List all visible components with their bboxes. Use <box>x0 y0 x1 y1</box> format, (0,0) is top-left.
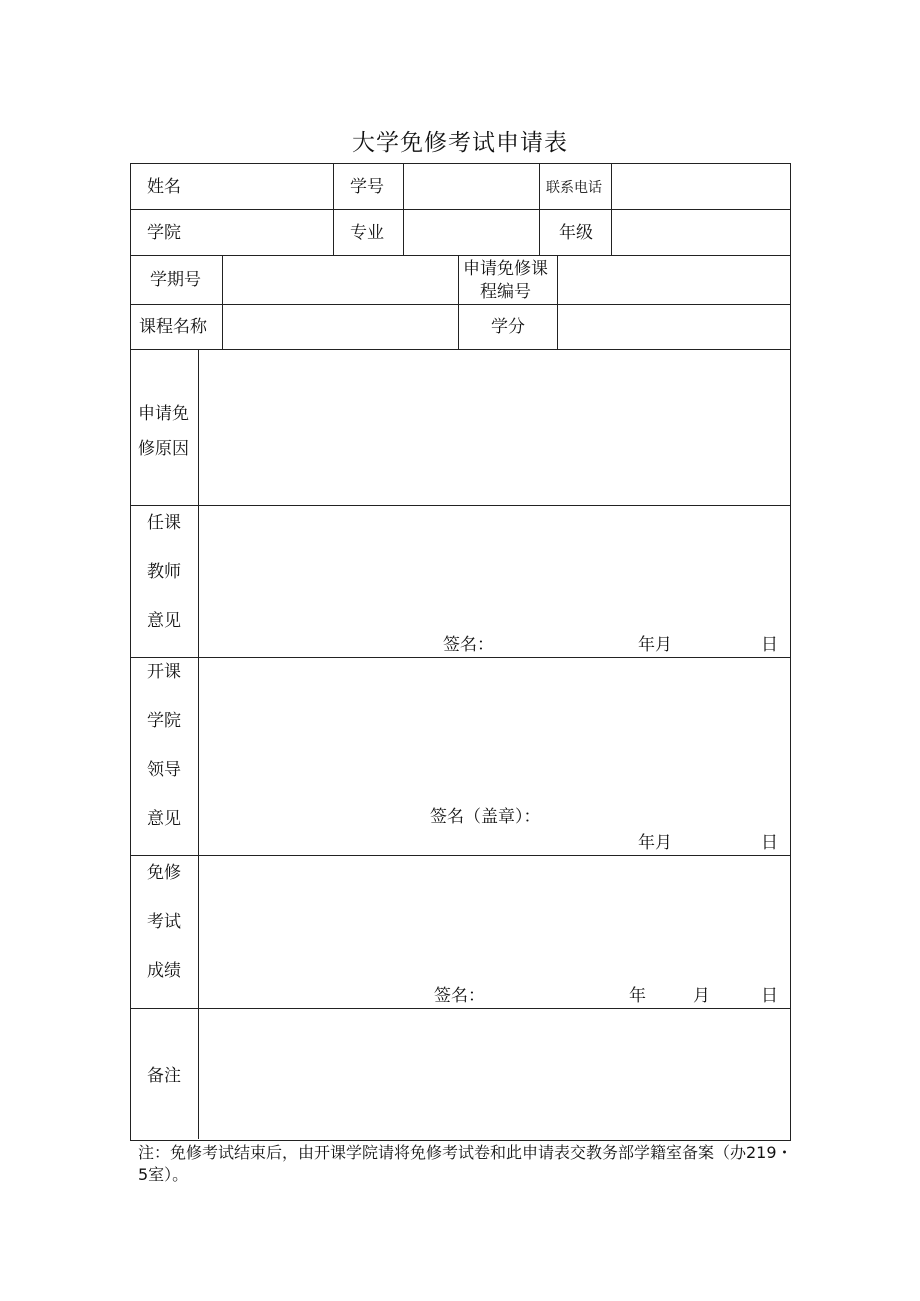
label-line: 意见 <box>147 611 181 631</box>
col-divider <box>333 163 334 255</box>
college-leader-opinion-label <box>147 648 181 844</box>
course-code-field[interactable] <box>560 258 786 301</box>
course-code-label-line2: 程编号 <box>480 282 531 302</box>
course-name-field[interactable] <box>225 307 455 346</box>
name-field[interactable] <box>200 166 328 206</box>
major-field[interactable] <box>406 212 536 252</box>
footnote: 注：免修考试结束后，由开课学院请将免修考试卷和此申请表交教务部学籍室备案（办219・5室）。 <box>138 1143 793 1184</box>
label-line: 领导 <box>147 760 181 780</box>
college-leader-date-day: 日 <box>761 833 778 853</box>
name-label: 姓名 <box>147 177 181 197</box>
credit-label: 学分 <box>491 317 525 337</box>
col-divider <box>458 255 459 349</box>
teacher-date-year-month: 年月 <box>638 635 672 655</box>
student-id-field[interactable] <box>406 166 536 206</box>
credit-field[interactable] <box>560 307 786 346</box>
exam-score-field[interactable] <box>201 858 786 978</box>
label-line: 任课 <box>147 513 181 533</box>
row-divider <box>130 657 790 658</box>
term-field[interactable] <box>225 258 455 301</box>
label-line: 免修 <box>147 863 181 883</box>
college-leader-date-year-month: 年月 <box>638 833 672 853</box>
college-field[interactable] <box>200 212 328 252</box>
phone-field[interactable] <box>614 166 786 206</box>
term-label: 学期号 <box>150 270 201 290</box>
row-divider <box>130 1008 790 1009</box>
col-divider <box>403 163 404 255</box>
label-line: 成绩 <box>147 961 181 981</box>
reason-label-line2: 修原因 <box>138 439 189 459</box>
major-label: 专业 <box>350 223 384 243</box>
course-name-label: 课程名称 <box>139 317 207 337</box>
col-divider <box>198 349 199 1139</box>
score-date-year: 年 <box>629 986 646 1006</box>
remarks-label: 备注 <box>147 1066 181 1086</box>
label-line: 学院 <box>147 711 181 731</box>
teacher-opinion-label <box>147 499 181 646</box>
col-divider <box>539 163 540 255</box>
college-label: 学院 <box>147 223 181 243</box>
reason-field[interactable] <box>201 352 786 502</box>
student-id-label: 学号 <box>350 177 384 197</box>
teacher-signature-label: 签名： <box>443 635 494 655</box>
remarks-field[interactable] <box>201 1011 786 1136</box>
row-divider <box>130 349 790 350</box>
phone-label: 联系电话 <box>546 180 602 196</box>
college-leader-opinion-field[interactable] <box>201 660 786 800</box>
course-code-label: 申请免修课 <box>463 259 548 279</box>
teacher-opinion-field[interactable] <box>201 508 786 626</box>
label-line: 教师 <box>147 562 181 582</box>
col-divider <box>222 255 223 349</box>
row-divider <box>130 855 790 856</box>
teacher-date-day: 日 <box>761 635 778 655</box>
row-divider <box>130 209 790 210</box>
form-title: 大学免修考试申请表 <box>352 130 568 156</box>
row-divider <box>130 505 790 506</box>
label-line: 考试 <box>147 912 181 932</box>
reason-label: 申请免 <box>138 404 189 424</box>
score-date-month: 月 <box>693 986 710 1006</box>
score-signature-label: 签名： <box>434 986 485 1006</box>
label-line: 开课 <box>147 662 181 682</box>
row-divider <box>130 304 790 305</box>
grade-label: 年级 <box>559 223 593 243</box>
college-leader-signature-label: 签名（盖章）： <box>430 807 541 827</box>
col-divider <box>611 163 612 255</box>
col-divider <box>557 255 558 349</box>
score-date-day: 日 <box>761 986 778 1006</box>
grade-field[interactable] <box>614 212 786 252</box>
row-divider <box>130 255 790 256</box>
exam-score-label <box>147 849 181 996</box>
label-line: 意见 <box>147 809 181 829</box>
